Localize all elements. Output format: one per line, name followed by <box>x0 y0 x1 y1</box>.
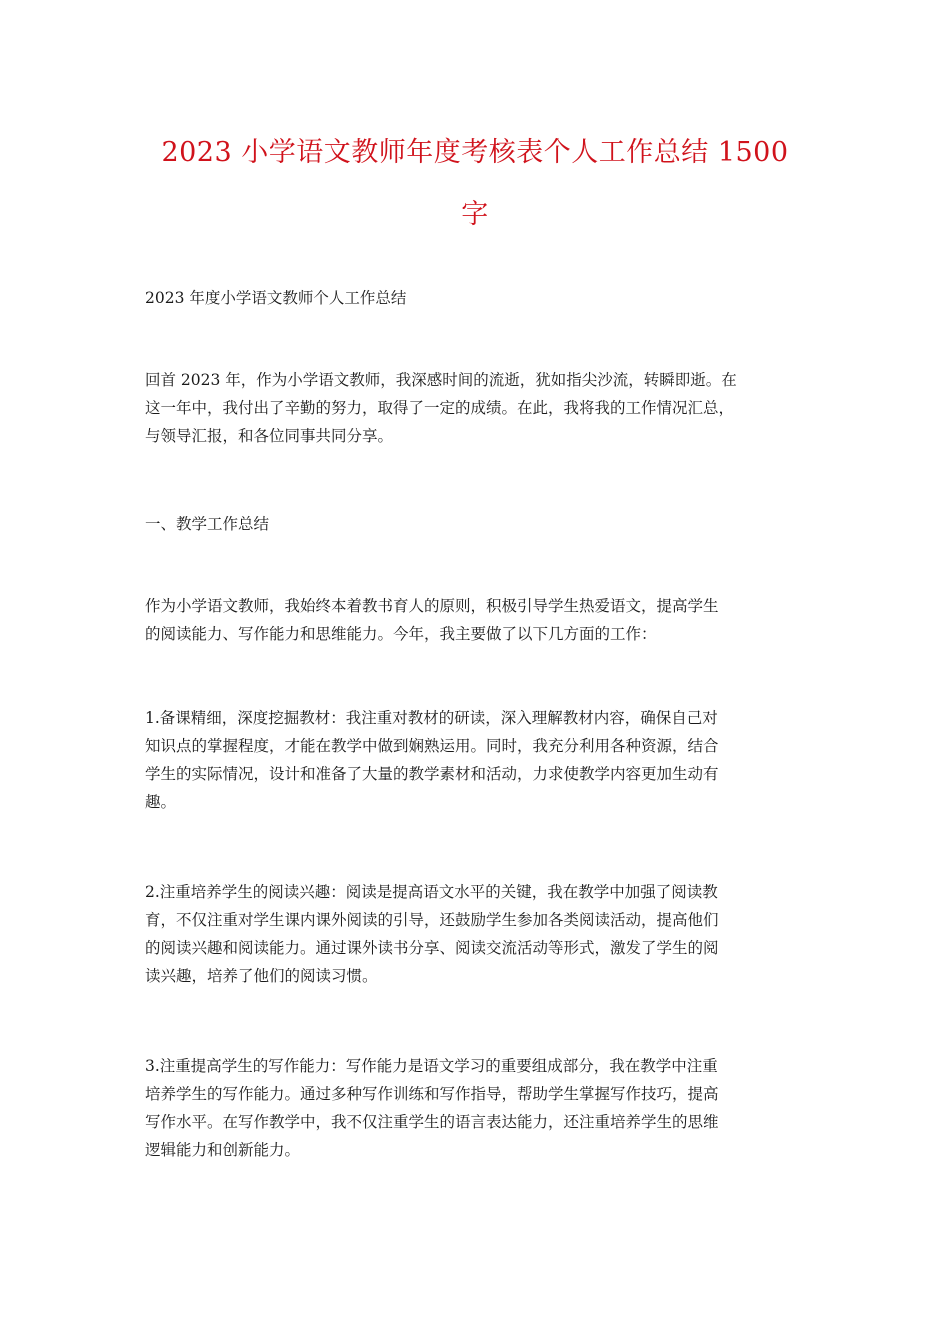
item2-line-3: 的阅读兴趣和阅读能力。通过课外读书分享、阅读交流活动等形式，激发了学生的阅 <box>145 939 719 957</box>
intro-paragraph <box>145 366 815 450</box>
item3-line-3: 写作水平。在写作教学中，我不仅注重学生的语言表达能力，还注重培养学生的思维 <box>145 1113 719 1131</box>
item2-line-2: 育，不仅注重对学生课内课外阅读的引导，还鼓励学生参加各类阅读活动，提高他们 <box>145 911 719 929</box>
item1-line-4: 趣。 <box>145 793 177 811</box>
document-title <box>120 122 830 246</box>
intro-line-3: 与领导汇报，和各位同事共同分享。 <box>145 427 394 445</box>
intro-line-2: 这一年中，我付出了辛勤的努力，取得了一定的成绩。在此，我将我的工作情况汇总， <box>145 399 735 417</box>
item3-line-2: 培养学生的写作能力。通过多种写作训练和写作指导，帮助学生掌握写作技巧，提高 <box>145 1085 719 1103</box>
item1-line-3: 学生的实际情况，设计和准备了大量的教学素材和活动，力求使教学内容更加生动有 <box>145 765 719 783</box>
section-intro-line-2: 的阅读能力、写作能力和思维能力。今年，我主要做了以下几方面的工作： <box>145 625 657 643</box>
list-item-lesson-prep <box>145 704 815 816</box>
section-intro-line-1: 作为小学语文教师，我始终本着教书育人的原则，积极引导学生热爱语文，提高学生 <box>145 597 719 615</box>
document-subtitle: 2023 年度小学语文教师个人工作总结 <box>145 289 407 307</box>
item1-line-1: 1.备课精细，深度挖掘教材：我注重对教材的研读，深入理解教材内容，确保自己对 <box>145 709 718 727</box>
title-line-1: 2023 小学语文教师年度考核表个人工作总结 1500 <box>161 137 789 168</box>
list-item-writing-ability <box>145 1052 815 1164</box>
list-item-reading-interest <box>145 878 815 990</box>
item3-line-1: 3.注重提高学生的写作能力：写作能力是语文学习的重要组成部分，我在教学中注重 <box>145 1057 718 1075</box>
title-line-2: 字 <box>461 199 489 230</box>
section-heading-teaching: 一、教学工作总结 <box>145 515 270 533</box>
item2-line-1: 2.注重培养学生的阅读兴趣：阅读是提高语文水平的关键，我在教学中加强了阅读教 <box>145 883 718 901</box>
item1-line-2: 知识点的掌握程度，才能在教学中做到娴熟运用。同时，我充分利用各种资源，结合 <box>145 737 719 755</box>
section-intro-paragraph <box>145 592 815 648</box>
intro-line-1: 回首 2023 年，作为小学语文教师，我深感时间的流逝，犹如指尖沙流，转瞬即逝。在 <box>145 371 737 389</box>
item2-line-4: 读兴趣，培养了他们的阅读习惯。 <box>145 967 378 985</box>
item3-line-4: 逻辑能力和创新能力。 <box>145 1141 301 1159</box>
